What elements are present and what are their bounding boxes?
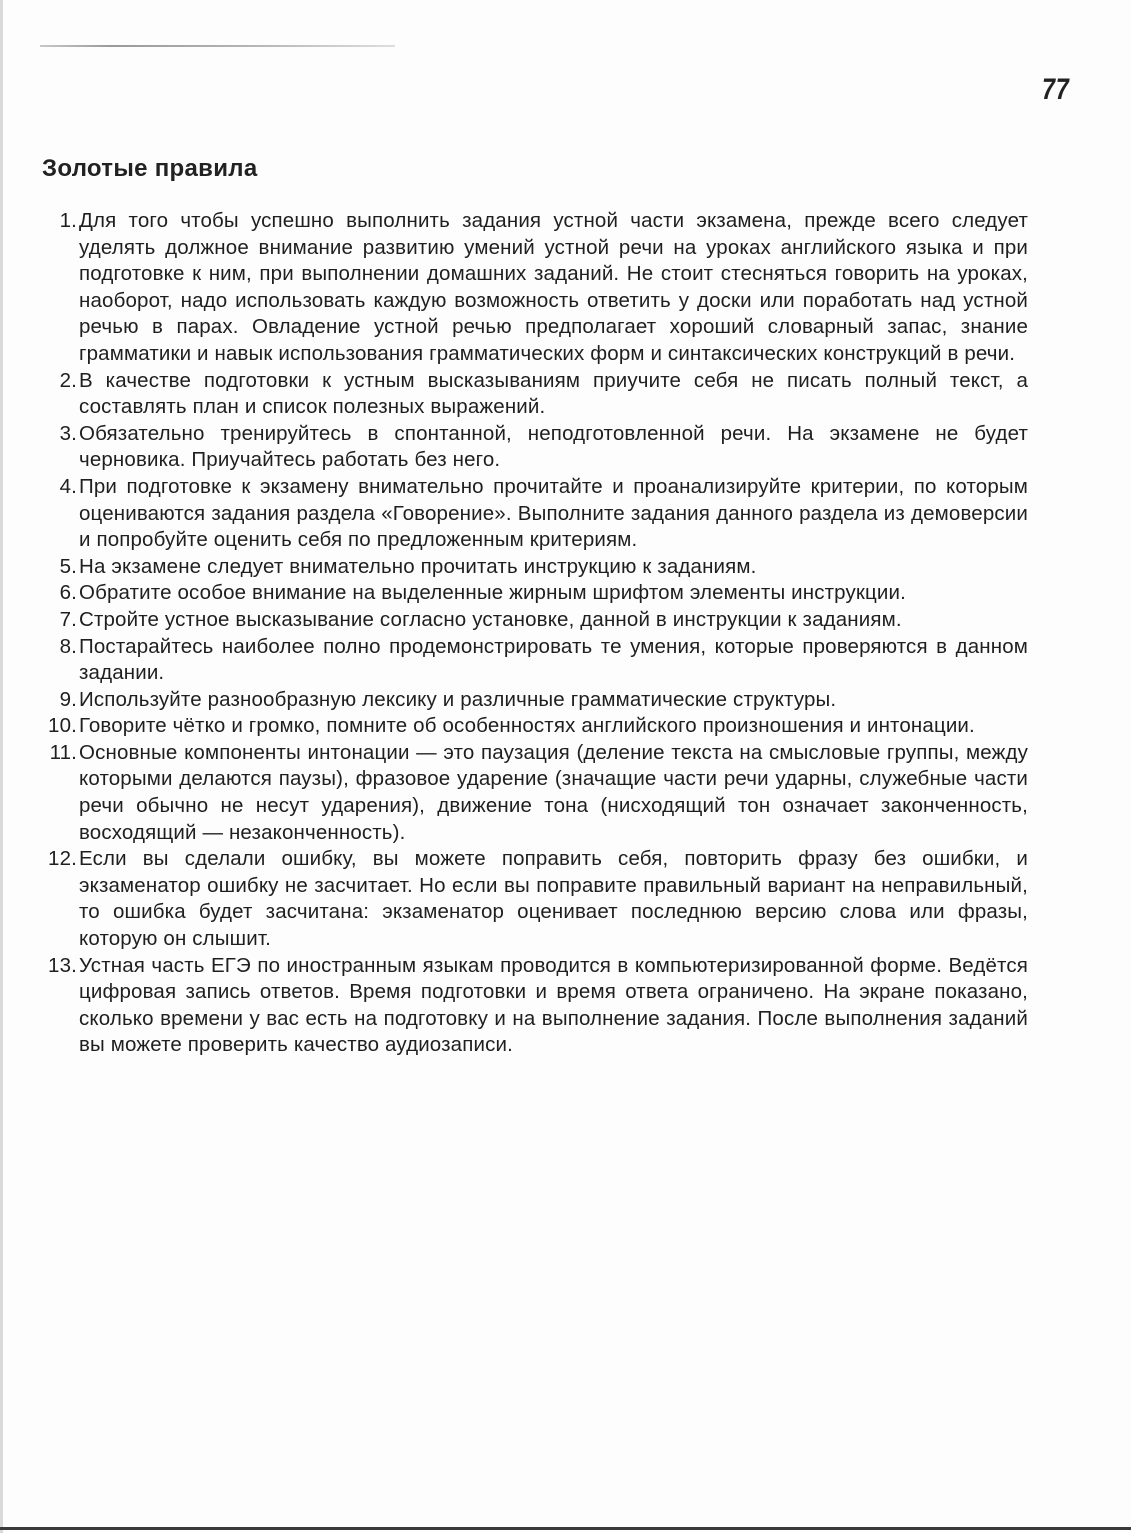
rule-item-7 <box>40 607 1028 634</box>
top-decorative-rule <box>40 45 395 47</box>
rule-number: 1. <box>59 209 77 232</box>
rule-text: Если вы сделали ошибку, вы можете поправить себя, повторить фразу без ошибки, и экзаменатор ошибку не засчитает. Но если вы поправите правильный вариант на неправильный, то ошибка будет засчитана: экзаменатор оценивает последнюю версию слова или фразы, которую он слышит. <box>79 847 1028 951</box>
rule-text: Обратите особое внимание на выделенные жирным шрифтом элементы инструкции. <box>79 581 906 605</box>
rule-item-13 <box>40 953 1028 1059</box>
rule-item-12 <box>40 846 1028 952</box>
rule-number: 11. <box>49 740 77 764</box>
rule-number: 13. <box>48 953 77 977</box>
rule-number: 10. <box>48 714 77 738</box>
rule-item-5 <box>40 554 1028 581</box>
rule-text: Устная часть ЕГЭ по иностранным языкам проводится в компьютеризированной форме. Ведётся цифровая запись ответов. Время подготовки и время ответа ограничено. На экране показано, сколько времени у вас есть на подготовку и на выполнение задания. После выполнения заданий вы можете проверить качество аудиозаписи. <box>79 953 1028 1057</box>
rule-text: Стройте устное высказывание согласно установке, данной в инструкции к заданиям. <box>79 607 902 631</box>
rules-list <box>40 208 1028 1059</box>
rule-text: Говорите чётко и громко, помните об особенностях английского произношения и интонации. <box>79 714 975 738</box>
rule-text: При подготовке к экзамену внимательно прочитайте и проанализируйте критерии, по которым оцениваются задания раздела «Говорение». Выполните задания данного раздела из демоверсии и попробуйте оценить себя по предложенным критериям. <box>79 474 1028 552</box>
rule-number: 9. <box>59 687 77 711</box>
rule-number: 7. <box>59 607 77 631</box>
rule-item-1 <box>40 208 1028 368</box>
rule-item-2 <box>40 368 1028 421</box>
rule-item-4 <box>40 474 1028 554</box>
rule-number: 5. <box>59 554 77 578</box>
rule-text: Основные компоненты интонации — это паузация (деление текста на смысловые группы, между которыми делаются паузы), фразовое ударение (значащие части речи ударны, служебные части речи обычно не несут ударения), движение тона (нисходящий тон означает законченность, восходящий — незаконченность). <box>79 740 1028 844</box>
rule-number: 3. <box>59 421 77 445</box>
rule-item-11 <box>40 740 1028 846</box>
rule-text: Для того чтобы успешно выполнить задания устной части экзамена, прежде всего следует уделять должное внимание развитию умений устной речи на уроках английского языка и при подготовке к ним, при выполнении домашних заданий. Не стоит стесняться говорить на уроках, наоборот, надо использовать каждую возможность ответить у доски или поработать над устной речью в парах. Овладение устной речью предполагает хороший словарный запас, знание грамматики и навык использования грамматических форм и синтаксических конструкций в речи. <box>79 209 1028 365</box>
rule-text: На экзамене следует внимательно прочитать инструкцию к заданиям. <box>79 554 757 578</box>
rule-text: В качестве подготовки к устным высказываниям приучите себя не писать полный текст, а составлять план и список полезных выражений. <box>79 368 1028 419</box>
rule-item-3 <box>40 421 1028 474</box>
rule-item-10 <box>40 713 1028 740</box>
rule-text: Используйте разнообразную лексику и различные грамматические структуры. <box>79 687 837 711</box>
rule-number: 6. <box>59 581 77 605</box>
rule-number: 8. <box>59 634 77 658</box>
rule-item-9 <box>40 687 1028 714</box>
rule-number: 12. <box>48 847 77 871</box>
page-number: 77 <box>1042 73 1070 106</box>
rule-text: Постарайтесь наиболее полно продемонстрировать те умения, которые проверяются в данном задании. <box>79 634 1028 685</box>
rule-number: 4. <box>59 474 77 498</box>
rule-item-8 <box>40 634 1028 687</box>
rule-item-6 <box>40 580 1028 607</box>
bottom-edge-rule <box>0 1527 1131 1530</box>
rule-number: 2. <box>59 368 77 392</box>
page-left-edge <box>0 0 3 1533</box>
section-heading: Золотые правила <box>42 155 258 182</box>
rule-text: Обязательно тренируйтесь в спонтанной, неподготовленной речи. На экзамене не будет черновика. Приучайтесь работать без него. <box>79 421 1028 472</box>
